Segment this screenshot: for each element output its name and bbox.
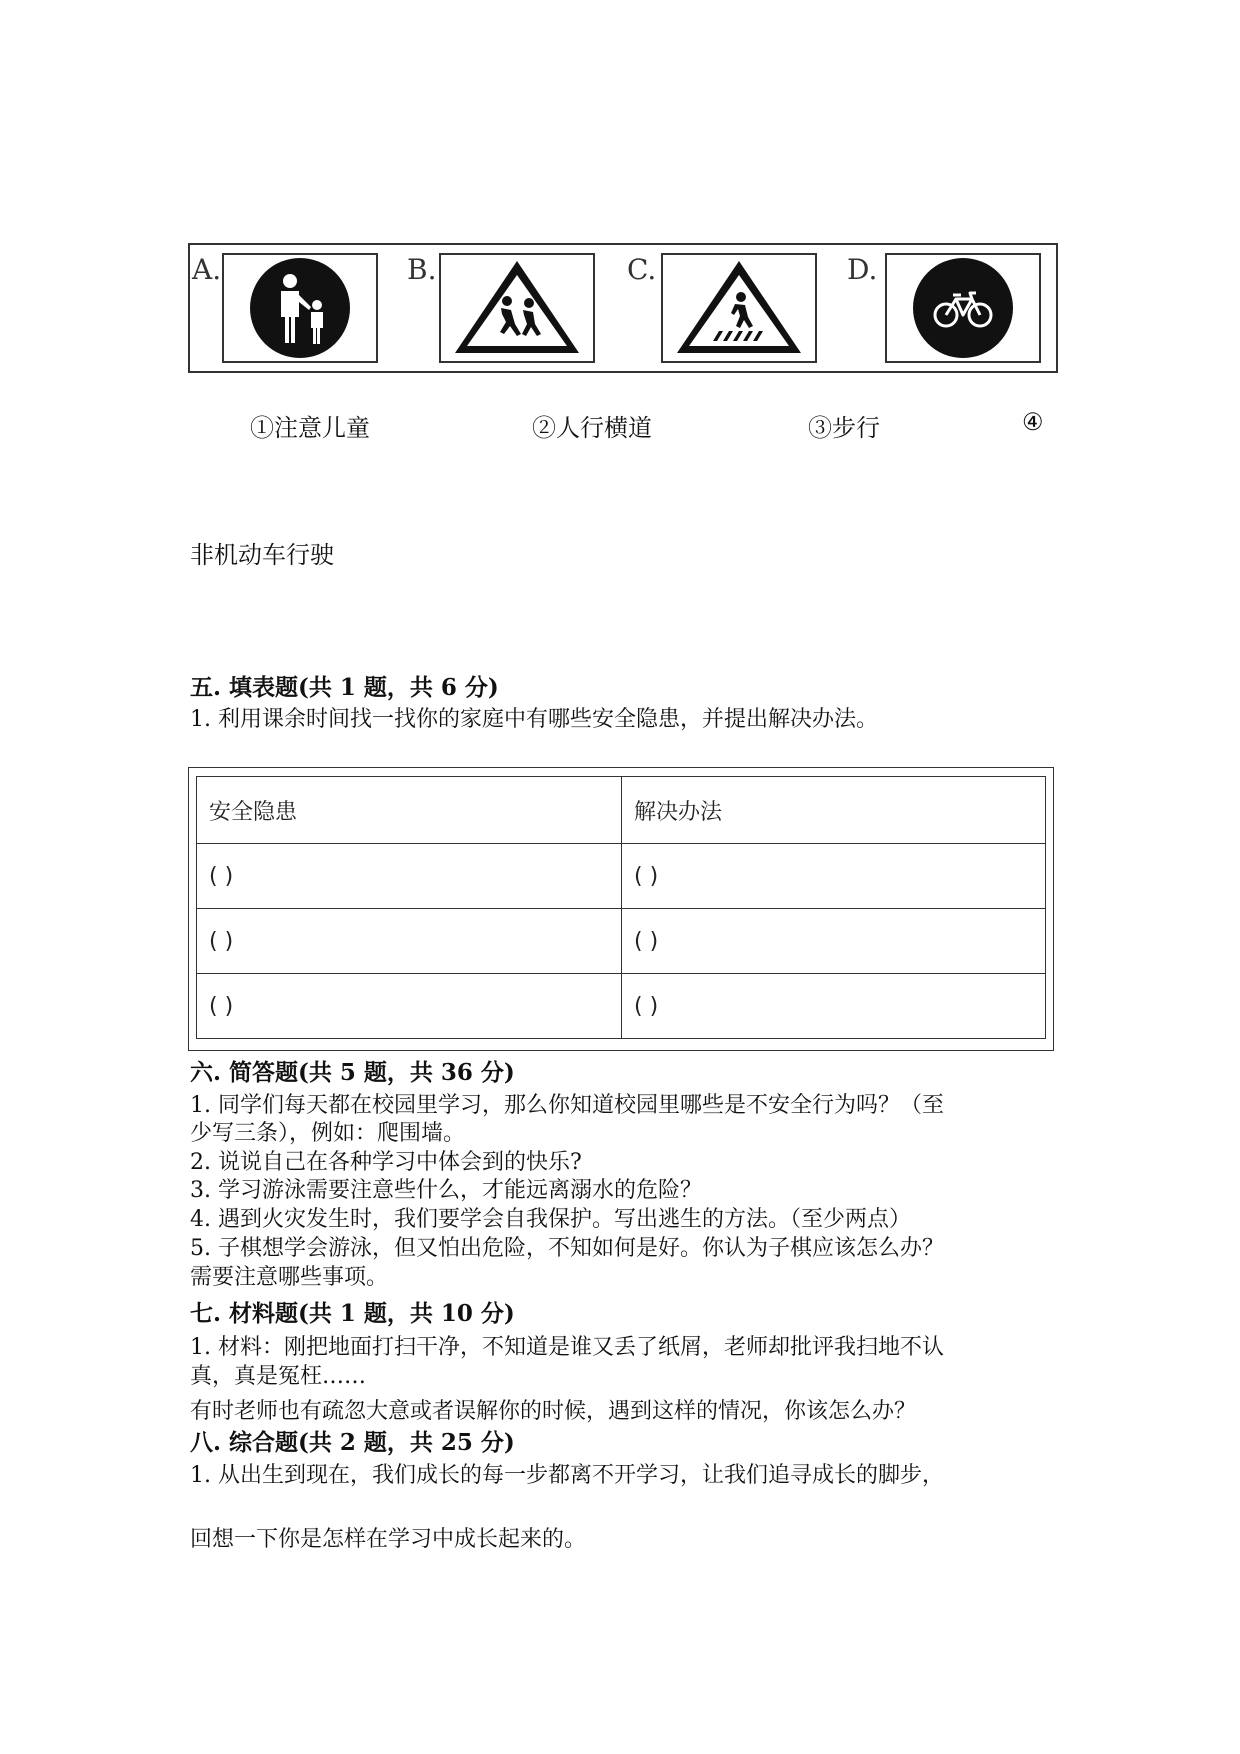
sign-option-c <box>625 245 845 371</box>
section7-line: 有时老师也有疏忽大意或者误解你的时候，遇到这样的情况，你该怎么办？ <box>190 1399 917 1424</box>
section8-line: 1. 从出生到现在，我们成长的每一步都离不开学习，让我们追寻成长的脚步， <box>190 1463 944 1488</box>
sign-option-b <box>405 245 625 371</box>
section6-line: 1. 同学们每天都在校园里学习，那么你知道校园里哪些是不安全行为吗？（至 <box>190 1093 944 1118</box>
sign-letter-b: B. <box>407 253 437 286</box>
caption-1: ①注意儿童 <box>250 414 370 442</box>
table-cell-blank[interactable]: ( ) <box>622 974 1046 1039</box>
children-crossing-warning-sign-icon <box>439 253 595 363</box>
section7-heading: 七. 材料题(共 1 题，共 10 分) <box>190 1300 515 1327</box>
sign-letter-d: D. <box>847 253 878 286</box>
section8-line: 回想一下你是怎样在学习中成长起来的。 <box>190 1527 587 1552</box>
sign-option-a <box>190 245 405 371</box>
section5-heading: 五. 填表题(共 1 题，共 6 分) <box>190 674 499 701</box>
traffic-sign-strip <box>188 243 1058 373</box>
hazard-table <box>196 776 1046 1039</box>
table-header-cell: 安全隐患 <box>197 777 622 844</box>
table-row <box>197 974 1046 1039</box>
table-cell-blank[interactable]: ( ) <box>622 844 1046 909</box>
bicycle-lane-sign-icon <box>885 253 1041 363</box>
caption-3: ③步行 <box>808 414 880 442</box>
section7-line: 真，真是冤枉…… <box>190 1364 367 1389</box>
caption-4: ④ <box>1022 408 1044 436</box>
section5-question: 1. 利用课余时间找一找你的家庭中有哪些安全隐患，并提出解决办法。 <box>190 707 878 732</box>
section6-line: 2. 说说自己在各种学习中体会到的快乐? <box>190 1150 582 1175</box>
sign-option-d <box>845 245 1056 371</box>
table-cell-blank[interactable]: ( ) <box>197 909 622 974</box>
section6-line: 4. 遇到火灾发生时，我们要学会自我保护。写出逃生的方法。（至少两点） <box>190 1207 911 1232</box>
section6-heading: 六. 简答题(共 5 题，共 36 分) <box>190 1059 515 1086</box>
table-cell-blank[interactable]: ( ) <box>197 844 622 909</box>
table-header-row <box>197 777 1046 844</box>
table-cell-blank[interactable]: ( ) <box>197 974 622 1039</box>
sign-letter-c: C. <box>627 253 657 286</box>
pedestrian-crossing-warning-sign-icon <box>661 253 817 363</box>
pedestrian-walkway-sign-icon <box>222 253 378 363</box>
section6-line: 需要注意哪些事项。 <box>190 1265 389 1290</box>
sign-letter-a: A. <box>192 253 222 286</box>
table-row <box>197 909 1046 974</box>
section6-line: 5. 子棋想学会游泳，但又怕出危险，不知如何是好。你认为子棋应该怎么办？ <box>190 1236 944 1261</box>
caption-2: ②人行横道 <box>532 414 652 442</box>
section8-heading: 八. 综合题(共 2 题，共 25 分) <box>190 1429 515 1456</box>
table-cell-blank[interactable]: ( ) <box>622 909 1046 974</box>
table-header-cell: 解决办法 <box>622 777 1046 844</box>
caption-4-text: 非机动车行驶 <box>190 541 334 569</box>
section7-line: 1. 材料：刚把地面打扫干净，不知道是谁又丢了纸屑，老师却批评我扫地不认 <box>190 1335 944 1360</box>
table-row <box>197 844 1046 909</box>
section6-line: 3. 学习游泳需要注意些什么，才能远离溺水的危险？ <box>190 1178 702 1203</box>
section6-line: 少写三条），例如：爬围墙。 <box>190 1121 466 1146</box>
